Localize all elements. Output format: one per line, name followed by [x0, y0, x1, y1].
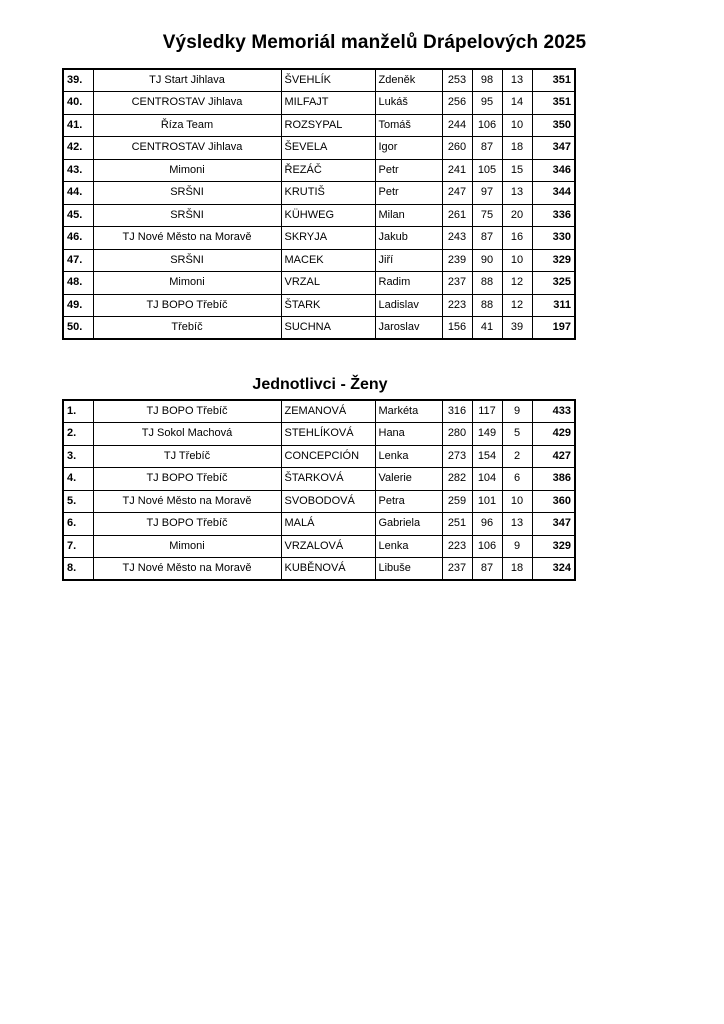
rank-cell: 7.	[63, 535, 93, 558]
surname-cell: VRZALOVÁ	[281, 535, 375, 558]
club-cell: TJ Třebíč	[93, 445, 281, 468]
surname-cell: KÜHWEG	[281, 204, 375, 227]
table-row	[63, 400, 575, 423]
total-cell: 324	[532, 558, 575, 581]
rank-cell: 4.	[63, 468, 93, 491]
table-row	[63, 445, 575, 468]
score-full-cell: 316	[442, 400, 472, 423]
table-row	[63, 137, 575, 160]
section-title-women: Jednotlivci - Ženy	[252, 376, 388, 393]
score-clear-cell: 101	[472, 490, 502, 513]
misses-cell: 12	[502, 272, 532, 295]
firstname-cell: Igor	[375, 137, 442, 160]
surname-cell: ŠTARKOVÁ	[281, 468, 375, 491]
total-cell: 347	[532, 137, 575, 160]
misses-cell: 15	[502, 159, 532, 182]
surname-cell: SKRYJA	[281, 227, 375, 250]
misses-cell: 13	[502, 182, 532, 205]
score-clear-cell: 106	[472, 535, 502, 558]
club-cell: Mimoni	[93, 159, 281, 182]
firstname-cell: Milan	[375, 204, 442, 227]
table-row	[63, 317, 575, 340]
rank-cell: 5.	[63, 490, 93, 513]
table-row	[63, 294, 575, 317]
rank-cell: 48.	[63, 272, 93, 295]
firstname-cell: Zdeněk	[375, 69, 442, 92]
score-full-cell: 256	[442, 92, 472, 115]
rank-cell: 6.	[63, 513, 93, 536]
rank-cell: 50.	[63, 317, 93, 340]
score-full-cell: 282	[442, 468, 472, 491]
score-full-cell: 251	[442, 513, 472, 536]
misses-cell: 10	[502, 490, 532, 513]
rank-cell: 8.	[63, 558, 93, 581]
score-clear-cell: 98	[472, 69, 502, 92]
misses-cell: 9	[502, 400, 532, 423]
rank-cell: 41.	[63, 114, 93, 137]
table-row	[63, 92, 575, 115]
table-row	[63, 182, 575, 205]
club-cell: SRŠNI	[93, 249, 281, 272]
surname-cell: SVOBODOVÁ	[281, 490, 375, 513]
score-clear-cell: 88	[472, 272, 502, 295]
rank-cell: 2.	[63, 423, 93, 446]
total-cell: 330	[532, 227, 575, 250]
club-cell: SRŠNI	[93, 182, 281, 205]
table-row	[63, 558, 575, 581]
results-table-men-body	[63, 69, 575, 339]
results-table-men	[62, 68, 576, 340]
score-full-cell: 239	[442, 249, 472, 272]
total-cell: 311	[532, 294, 575, 317]
rank-cell: 43.	[63, 159, 93, 182]
score-full-cell: 223	[442, 294, 472, 317]
club-cell: TJ BOPO Třebíč	[93, 294, 281, 317]
total-cell: 329	[532, 249, 575, 272]
score-clear-cell: 87	[472, 137, 502, 160]
misses-cell: 5	[502, 423, 532, 446]
rank-cell: 47.	[63, 249, 93, 272]
firstname-cell: Lenka	[375, 445, 442, 468]
rank-cell: 3.	[63, 445, 93, 468]
total-cell: 336	[532, 204, 575, 227]
misses-cell: 6	[502, 468, 532, 491]
firstname-cell: Hana	[375, 423, 442, 446]
table-row	[63, 468, 575, 491]
misses-cell: 20	[502, 204, 532, 227]
misses-cell: 16	[502, 227, 532, 250]
club-cell: TJ BOPO Třebíč	[93, 513, 281, 536]
misses-cell: 10	[502, 114, 532, 137]
firstname-cell: Petr	[375, 159, 442, 182]
table-row	[63, 204, 575, 227]
score-clear-cell: 117	[472, 400, 502, 423]
rank-cell: 40.	[63, 92, 93, 115]
surname-cell: STEHLÍKOVÁ	[281, 423, 375, 446]
score-full-cell: 156	[442, 317, 472, 340]
club-cell: TJ Nové Město na Moravě	[93, 490, 281, 513]
score-full-cell: 260	[442, 137, 472, 160]
firstname-cell: Petr	[375, 182, 442, 205]
surname-cell: KRUTIŠ	[281, 182, 375, 205]
table-row	[63, 69, 575, 92]
results-table-women-body	[63, 400, 575, 580]
table-row	[63, 114, 575, 137]
surname-cell: VRZAL	[281, 272, 375, 295]
score-clear-cell: 75	[472, 204, 502, 227]
total-cell: 360	[532, 490, 575, 513]
score-clear-cell: 105	[472, 159, 502, 182]
score-full-cell: 280	[442, 423, 472, 446]
score-full-cell: 237	[442, 272, 472, 295]
misses-cell: 9	[502, 535, 532, 558]
score-clear-cell: 88	[472, 294, 502, 317]
firstname-cell: Valerie	[375, 468, 442, 491]
rank-cell: 46.	[63, 227, 93, 250]
firstname-cell: Markéta	[375, 400, 442, 423]
total-cell: 329	[532, 535, 575, 558]
score-full-cell: 259	[442, 490, 472, 513]
table-row	[63, 272, 575, 295]
surname-cell: ŠEVELA	[281, 137, 375, 160]
total-cell: 351	[532, 92, 575, 115]
club-cell: Mimoni	[93, 272, 281, 295]
misses-cell: 2	[502, 445, 532, 468]
score-full-cell: 261	[442, 204, 472, 227]
total-cell: 427	[532, 445, 575, 468]
score-full-cell: 237	[442, 558, 472, 581]
total-cell: 346	[532, 159, 575, 182]
score-full-cell: 253	[442, 69, 472, 92]
misses-cell: 18	[502, 558, 532, 581]
misses-cell: 10	[502, 249, 532, 272]
score-clear-cell: 41	[472, 317, 502, 340]
firstname-cell: Tomáš	[375, 114, 442, 137]
club-cell: TJ Nové Město na Moravě	[93, 558, 281, 581]
surname-cell: SUCHNA	[281, 317, 375, 340]
total-cell: 197	[532, 317, 575, 340]
club-cell: CENTROSTAV Jihlava	[93, 137, 281, 160]
misses-cell: 13	[502, 69, 532, 92]
misses-cell: 18	[502, 137, 532, 160]
score-full-cell: 223	[442, 535, 472, 558]
rank-cell: 44.	[63, 182, 93, 205]
firstname-cell: Jaroslav	[375, 317, 442, 340]
firstname-cell: Jiří	[375, 249, 442, 272]
rank-cell: 42.	[63, 137, 93, 160]
results-table-women	[62, 399, 576, 581]
surname-cell: MALÁ	[281, 513, 375, 536]
score-clear-cell: 96	[472, 513, 502, 536]
club-cell: TJ Sokol Machová	[93, 423, 281, 446]
score-full-cell: 273	[442, 445, 472, 468]
surname-cell: MILFAJT	[281, 92, 375, 115]
surname-cell: MACEK	[281, 249, 375, 272]
total-cell: 347	[532, 513, 575, 536]
score-full-cell: 244	[442, 114, 472, 137]
club-cell: TJ BOPO Třebíč	[93, 468, 281, 491]
score-clear-cell: 95	[472, 92, 502, 115]
score-full-cell: 241	[442, 159, 472, 182]
club-cell: TJ Start Jihlava	[93, 69, 281, 92]
score-clear-cell: 149	[472, 423, 502, 446]
club-cell: Říza Team	[93, 114, 281, 137]
surname-cell: ŠVEHLÍK	[281, 69, 375, 92]
total-cell: 325	[532, 272, 575, 295]
club-cell: TJ BOPO Třebíč	[93, 400, 281, 423]
score-full-cell: 247	[442, 182, 472, 205]
total-cell: 386	[532, 468, 575, 491]
firstname-cell: Radim	[375, 272, 442, 295]
rank-cell: 45.	[63, 204, 93, 227]
misses-cell: 14	[502, 92, 532, 115]
misses-cell: 13	[502, 513, 532, 536]
total-cell: 429	[532, 423, 575, 446]
surname-cell: KUBĚNOVÁ	[281, 558, 375, 581]
table-row	[63, 535, 575, 558]
total-cell: 350	[532, 114, 575, 137]
table-row	[63, 249, 575, 272]
surname-cell: CONCEPCIÓN	[281, 445, 375, 468]
club-cell: TJ Nové Město na Moravě	[93, 227, 281, 250]
misses-cell: 12	[502, 294, 532, 317]
score-clear-cell: 97	[472, 182, 502, 205]
club-cell: CENTROSTAV Jihlava	[93, 92, 281, 115]
surname-cell: ŠTARK	[281, 294, 375, 317]
rank-cell: 49.	[63, 294, 93, 317]
surname-cell: ŘEZÁČ	[281, 159, 375, 182]
firstname-cell: Lukáš	[375, 92, 442, 115]
firstname-cell: Ladislav	[375, 294, 442, 317]
table-row	[63, 159, 575, 182]
score-clear-cell: 90	[472, 249, 502, 272]
club-cell: Mimoni	[93, 535, 281, 558]
score-clear-cell: 154	[472, 445, 502, 468]
club-cell: Třebíč	[93, 317, 281, 340]
misses-cell: 39	[502, 317, 532, 340]
score-clear-cell: 87	[472, 227, 502, 250]
score-clear-cell: 104	[472, 468, 502, 491]
club-cell: SRŠNI	[93, 204, 281, 227]
firstname-cell: Petra	[375, 490, 442, 513]
surname-cell: ZEMANOVÁ	[281, 400, 375, 423]
total-cell: 433	[532, 400, 575, 423]
table-row	[63, 227, 575, 250]
table-row	[63, 513, 575, 536]
firstname-cell: Libuše	[375, 558, 442, 581]
score-clear-cell: 106	[472, 114, 502, 137]
total-cell: 351	[532, 69, 575, 92]
score-clear-cell: 87	[472, 558, 502, 581]
rank-cell: 1.	[63, 400, 93, 423]
score-full-cell: 243	[442, 227, 472, 250]
total-cell: 344	[532, 182, 575, 205]
rank-cell: 39.	[63, 69, 93, 92]
firstname-cell: Jakub	[375, 227, 442, 250]
firstname-cell: Gabriela	[375, 513, 442, 536]
page-title: Výsledky Memoriál manželů Drápelových 2025	[162, 32, 587, 53]
surname-cell: ROZSYPAL	[281, 114, 375, 137]
table-row	[63, 490, 575, 513]
table-row	[63, 423, 575, 446]
firstname-cell: Lenka	[375, 535, 442, 558]
